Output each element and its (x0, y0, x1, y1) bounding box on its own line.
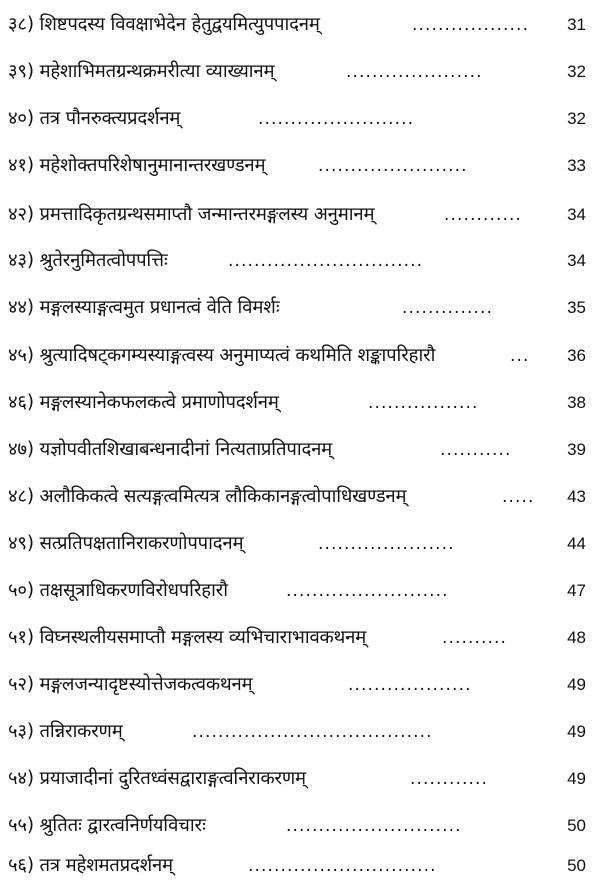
dot-leader: .................. (412, 15, 530, 35)
dot-leader: ........... (440, 440, 512, 460)
toc-entry-title: ४८) अलौकिकत्वे सत्यङ्गत्वमित्यत्र लौकिकानङ्गत्वोपाधिखण्डनम् (8, 486, 407, 507)
toc-page-number: 39 (567, 440, 586, 459)
toc-entry (0, 246, 600, 276)
toc-page-number: 32 (567, 109, 586, 128)
toc-entry (0, 670, 600, 700)
toc-page-number: 49 (567, 769, 586, 788)
toc-entry (0, 811, 600, 841)
dot-leader: ................... (348, 675, 472, 695)
dot-leader: ................. (368, 393, 479, 413)
toc-page-number: 38 (567, 393, 586, 412)
dot-leader: ..................... (346, 62, 483, 82)
toc-entry-title: ४२) प्रमत्तादिकृतग्रन्थसमाप्तौ जन्मान्तरमङ्गलस्य अनुमानम् (8, 204, 375, 225)
toc-page-number: 35 (567, 298, 586, 317)
toc-entry-title: ४९) सत्प्रतिपक्षतानिराकरणोपपादनम् (8, 533, 244, 554)
toc-entry-title: ५२) मङ्गलजन्यादृष्टस्योत्तेजकत्वकथनम् (8, 674, 253, 695)
dot-leader: ........................ (258, 109, 415, 129)
toc-entry-title: ३८) शिष्टपदस्य विवक्षाभेदेन हेतुद्वयमित्युपपादनम् (8, 14, 320, 35)
toc-entry (0, 341, 600, 371)
toc-entry (0, 151, 600, 181)
toc-entry (0, 435, 600, 465)
toc-entry (0, 764, 600, 794)
toc-entry (0, 293, 600, 323)
toc-entry-title: ५३) तन्निराकरणम् (8, 721, 123, 742)
toc-page-number: 34 (567, 205, 586, 224)
toc-page-number: 49 (567, 675, 586, 694)
toc-page-number: 31 (567, 15, 586, 34)
toc-page-number: 47 (567, 581, 586, 600)
toc-page-number: 36 (567, 346, 586, 365)
toc-entry (0, 482, 600, 512)
toc-page-number: 44 (567, 534, 586, 553)
dot-leader: ......................... (286, 581, 449, 601)
toc-entry (0, 57, 600, 87)
toc-entry-title: ४५) श्रुत्यादिषट्कगम्यस्याङ्गत्वस्य अनुमाप्यत्वं कथमिति शङ्कापरिहारौ (8, 345, 436, 366)
dot-leader: ....................... (318, 156, 468, 176)
toc-page-number: 32 (567, 62, 586, 81)
dot-leader: .............................. (228, 251, 424, 271)
toc-page-number: 50 (567, 816, 586, 835)
toc-entry-title: ४६) मङ्गलस्यानेकफलकत्वे प्रमाणोपदर्शनम् (8, 392, 279, 413)
toc-entry-title: ५१) विघ्नस्थलीयसमाप्तौ मङ्गलस्य व्यभिचाराभावकथनम् (8, 627, 367, 648)
toc-page-number: 48 (567, 628, 586, 647)
toc-entry-title: ५५) श्रुतितः द्वारत्वनिर्णयविचारः (8, 815, 206, 836)
dot-leader: .......... (442, 628, 508, 648)
toc-entry (0, 104, 600, 134)
toc-entry (0, 623, 600, 653)
toc-entry-title: ४१) महेशोक्तपरिशेषानुमानान्तरखण्डनम् (8, 155, 266, 176)
toc-entry-title: ५४) प्रयाजादीनां दुरितध्वंसद्वाराङ्गत्वनिराकरणम् (8, 768, 306, 789)
dot-leader: ... (510, 346, 530, 366)
toc-page-number: 49 (567, 722, 586, 741)
toc-entry-title: ४३) श्रुतेरनुमितत्वोपपत्तिः (8, 250, 168, 271)
dot-leader: ............................. (248, 856, 437, 876)
toc-entry-title: ५६) तत्र महेशमतप्रदर्शनम् (8, 855, 173, 876)
toc-entry (0, 576, 600, 606)
toc-entry-title: ४४) मङ्गलस्याङ्गत्वमुत प्रधानत्वं वेति विमर्शः (8, 297, 280, 318)
dot-leader: ..................................... (192, 722, 433, 742)
toc-entry (0, 200, 600, 230)
toc-entry-title: ३९) महेशाभिमतग्रन्थक्रमरीत्या व्याख्यानम् (8, 61, 275, 82)
toc-page-number: 50 (567, 856, 586, 875)
toc-entry (0, 529, 600, 559)
toc-entry-title: ५०) तक्षसूत्राधिकरणविरोधपरिहारौ (8, 580, 228, 601)
toc-entry (0, 10, 600, 40)
toc-entry-title: ४७) यज्ञोपवीतशिखाबन्धनादीनां नित्यताप्रतिपादनम् (8, 439, 333, 460)
toc-page-number: 33 (567, 156, 586, 175)
dot-leader: .............. (402, 298, 494, 318)
toc-entry (0, 851, 600, 881)
dot-leader: ........................... (286, 816, 462, 836)
toc-entry (0, 717, 600, 747)
dot-leader: ............ (410, 769, 489, 789)
toc-page-number: 43 (567, 487, 586, 506)
toc-page-number: 34 (567, 251, 586, 270)
dot-leader: ............ (444, 205, 523, 225)
dot-leader: ..................... (318, 534, 455, 554)
dot-leader: ..... (502, 487, 535, 507)
toc-entry (0, 388, 600, 418)
toc-entry-title: ४०) तत्र पौनरुक्त्यप्रदर्शनम् (8, 108, 181, 129)
